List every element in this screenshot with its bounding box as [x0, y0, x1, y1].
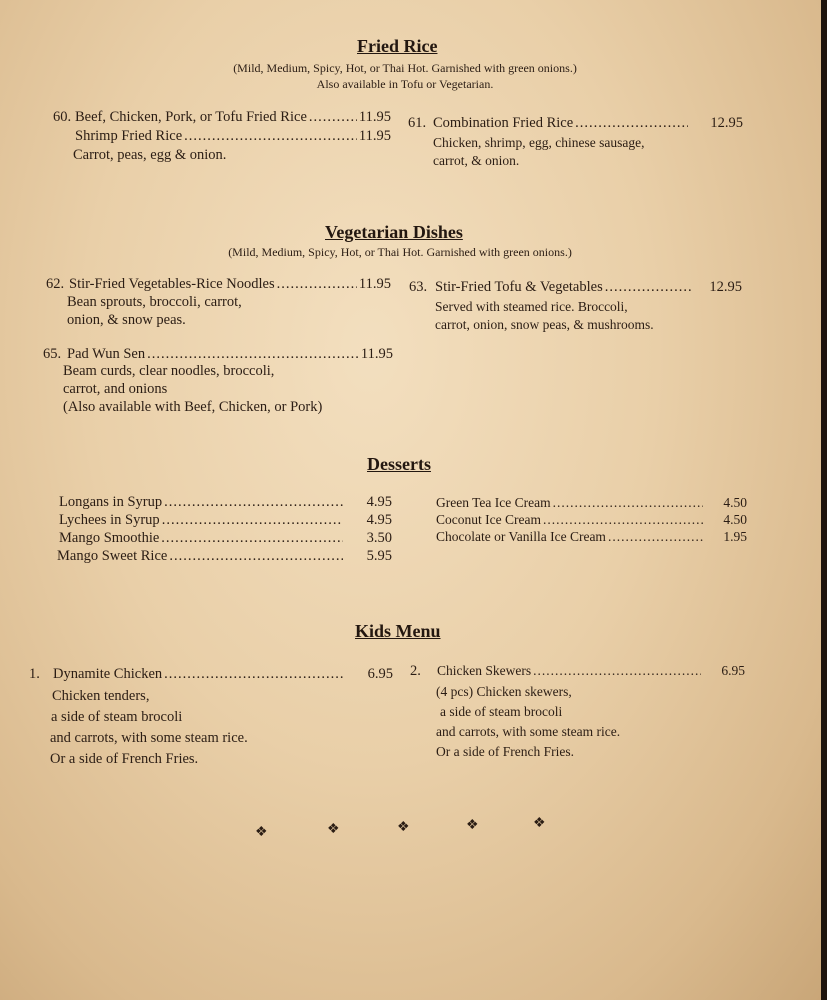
leader-dots: [605, 279, 694, 296]
diamond-ornament-icon: ❖: [327, 822, 340, 837]
description-line: Chicken, shrimp, egg, chinese sausage,: [433, 135, 645, 150]
diamond-ornament-icon: ❖: [466, 818, 479, 833]
vegetarian-spice-note: (Mild, Medium, Spicy, Hot, or Thai Hot. Garnished with green onions.): [228, 245, 572, 259]
description-line: and carrots, with some steam rice.: [50, 730, 248, 746]
menu-item: [436, 529, 747, 545]
diamond-ornament-icon: ❖: [397, 820, 410, 835]
item-price: 3.50: [366, 530, 392, 546]
kids-menu-heading: Kids Menu: [355, 621, 441, 641]
diamond-ornament-icon: ❖: [533, 816, 546, 831]
menu-item: [437, 663, 745, 679]
item-description: [67, 293, 242, 329]
item-price: 6.95: [367, 666, 393, 682]
item-name: Green Tea Ice Cream: [436, 495, 551, 510]
item-description: [433, 134, 644, 170]
description-line: carrot, and onions: [63, 381, 168, 397]
item-price: 4.95: [366, 512, 392, 528]
item-name: Longans in Syrup: [59, 494, 163, 510]
leader-dots: [543, 512, 703, 528]
item-price: 4.50: [723, 512, 747, 527]
menu-item: [433, 115, 743, 132]
item-name: Beef, Chicken, Pork, or Tofu Fried Rice: [75, 109, 307, 125]
item-name: Shrimp Fried Rice: [75, 128, 183, 144]
description-line: (Also available with Beef, Chicken, or Pork): [63, 399, 323, 415]
description-line: carrot, onion, snow peas, & mushrooms.: [435, 317, 654, 332]
item-name: Mango Smoothie: [59, 530, 160, 546]
leader-dots: [309, 109, 357, 126]
item-name: Combination Fried Rice: [433, 115, 574, 131]
leader-dots: [533, 663, 701, 679]
leader-dots: [164, 666, 343, 683]
description-line: Chicken tenders,: [52, 688, 150, 704]
fried-rice-spice-note: (Mild, Medium, Spicy, Hot, or Thai Hot. Garnished with green onions.): [233, 61, 577, 75]
menu-item: [67, 346, 393, 363]
menu-item: [57, 548, 392, 565]
item-price: 11.95: [358, 109, 391, 125]
item-number: 60.: [53, 109, 72, 125]
leader-dots: [162, 512, 343, 529]
item-name: Pad Wun Sen: [67, 346, 146, 362]
leader-dots: [277, 276, 357, 293]
leader-dots: [147, 346, 359, 363]
menu-item: [436, 512, 747, 528]
fried-rice-availability-note: Also available in Tofu or Vegetarian.: [316, 77, 494, 91]
item-number: 1.: [29, 666, 40, 682]
item-name: Stir-Fried Vegetables-Rice Noodles: [69, 276, 275, 292]
page-edge-shadow: [821, 0, 827, 1000]
description-line: Or a side of French Fries.: [50, 751, 199, 767]
leader-dots: [161, 530, 342, 547]
fried-rice-heading: Fried Rice: [357, 36, 438, 56]
item-price: 6.95: [721, 663, 745, 678]
description-line: carrot, & onion.: [433, 153, 520, 168]
item-price: 12.95: [709, 279, 742, 295]
diamond-ornament-icon: ❖: [255, 825, 268, 840]
item-price: 4.95: [366, 494, 392, 510]
item-number: 61.: [408, 115, 427, 131]
leader-dots: [169, 548, 342, 565]
description-line: Or a side of French Fries.: [436, 744, 574, 759]
leader-dots: [553, 495, 704, 511]
item-name: Coconut Ice Cream: [436, 512, 541, 527]
menu-item: [59, 530, 392, 547]
item-price: 4.50: [723, 495, 747, 510]
item-description: [50, 686, 248, 770]
description-line: Carrot, peas, egg & onion.: [73, 147, 227, 163]
menu-item: [59, 494, 392, 511]
description-line: Served with steamed rice. Broccoli,: [435, 299, 628, 314]
menu-item: [435, 279, 742, 296]
item-price: 12.95: [710, 115, 743, 131]
item-name: Dynamite Chicken: [53, 666, 163, 682]
item-number: 63.: [409, 279, 428, 295]
item-number: 2.: [410, 663, 421, 679]
leader-dots: [164, 494, 343, 511]
item-name: Lychees in Syrup: [59, 512, 160, 528]
item-name: Chicken Skewers: [437, 663, 532, 678]
description-line: onion, & snow peas.: [67, 312, 186, 328]
description-line: Bean sprouts, broccoli, carrot,: [67, 294, 242, 310]
item-price: 11.95: [358, 276, 391, 292]
menu-item: [59, 512, 392, 529]
item-number: 65.: [43, 346, 62, 362]
menu-item: [75, 128, 391, 145]
item-number: 62.: [46, 276, 65, 292]
item-name: Chocolate or Vanilla Ice Cream: [436, 529, 606, 544]
item-price: 1.95: [723, 529, 747, 544]
leader-dots: [184, 128, 357, 145]
item-description: [436, 682, 620, 762]
item-price: 11.95: [358, 128, 391, 144]
item-description: [73, 146, 226, 164]
item-name: Stir-Fried Tofu & Vegetables: [435, 279, 603, 295]
vegetarian-heading: Vegetarian Dishes: [325, 222, 463, 242]
menu-item: [53, 666, 393, 683]
description-line: a side of steam brocoli: [440, 704, 563, 719]
item-price: 11.95: [360, 346, 393, 362]
leader-dots: [608, 529, 703, 545]
desserts-heading: Desserts: [367, 454, 431, 474]
description-line: and carrots, with some steam rice.: [436, 724, 621, 739]
item-name: Mango Sweet Rice: [57, 548, 168, 564]
description-line: (4 pcs) Chicken skewers,: [436, 684, 572, 699]
leader-dots: [575, 115, 688, 132]
menu-item: [75, 109, 391, 126]
menu-item: [69, 276, 391, 293]
item-description: [63, 362, 322, 416]
item-description: [435, 298, 654, 334]
description-line: a side of steam brocoli: [51, 709, 183, 725]
description-line: Beam curds, clear noodles, broccoli,: [63, 363, 275, 379]
item-price: 5.95: [366, 548, 392, 564]
menu-item: [436, 495, 747, 511]
